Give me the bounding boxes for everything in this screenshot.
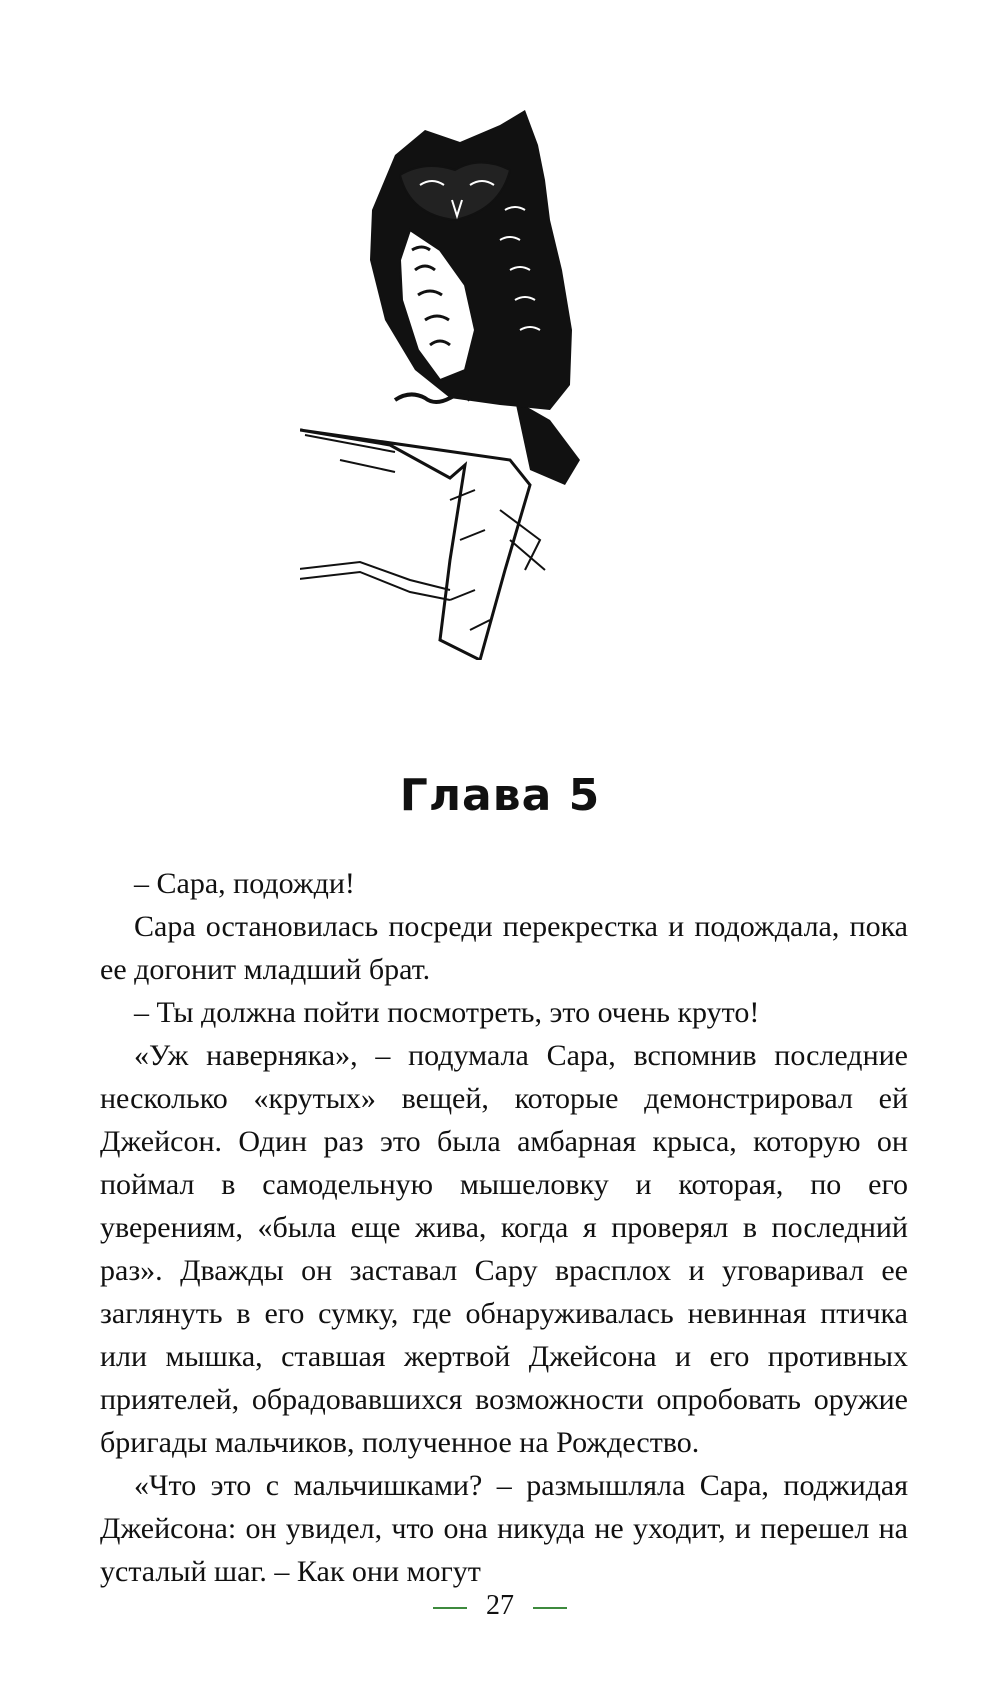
paragraph: «Уж наверняка», – подумала Сара, вспомнив последние несколько «крутых» вещей, которые демонстрировал ей Джейсон. Один раз это была амбарная крыса, которую он поймал в самодельную мышеловку и которая, по его уверениям, «была еще жива, когда я проверял в последний раз». Дважды он заставал Сару врасплох и уговаривал ее заглянуть в его сумку, где обнаруживалась невинная птичка или мышка, ставшая жертвой Джейсона и его противных приятелей, обрадовавшихся возможности опробовать оружие бригады мальчиков, полученное на Рождество. (100, 1039, 908, 1459)
paragraph: Сара остановилась посреди перекрестка и подождала, пока ее догонит младший брат. (100, 910, 908, 986)
paragraph: – Сара, подожди! (134, 867, 355, 900)
paragraph: «Что это с мальчишками? – размышляла Сара, поджидая Джейсона: он увидел, что она никуда не уходит, и перешел на усталый шаг. – Как они могут (100, 1469, 908, 1588)
paragraph: – Ты должна пойти посмотреть, это очень круто! (134, 996, 760, 1029)
chapter-title: Глава 5 (399, 770, 601, 821)
page-number: 27 (486, 1590, 514, 1621)
page-footer (0, 1590, 1000, 1622)
owl-illustration (300, 100, 680, 660)
page-number-rule-right (533, 1607, 567, 1609)
owl-on-branch-icon (300, 100, 680, 660)
body-text (100, 862, 908, 1593)
page-number-rule-left (433, 1607, 467, 1609)
